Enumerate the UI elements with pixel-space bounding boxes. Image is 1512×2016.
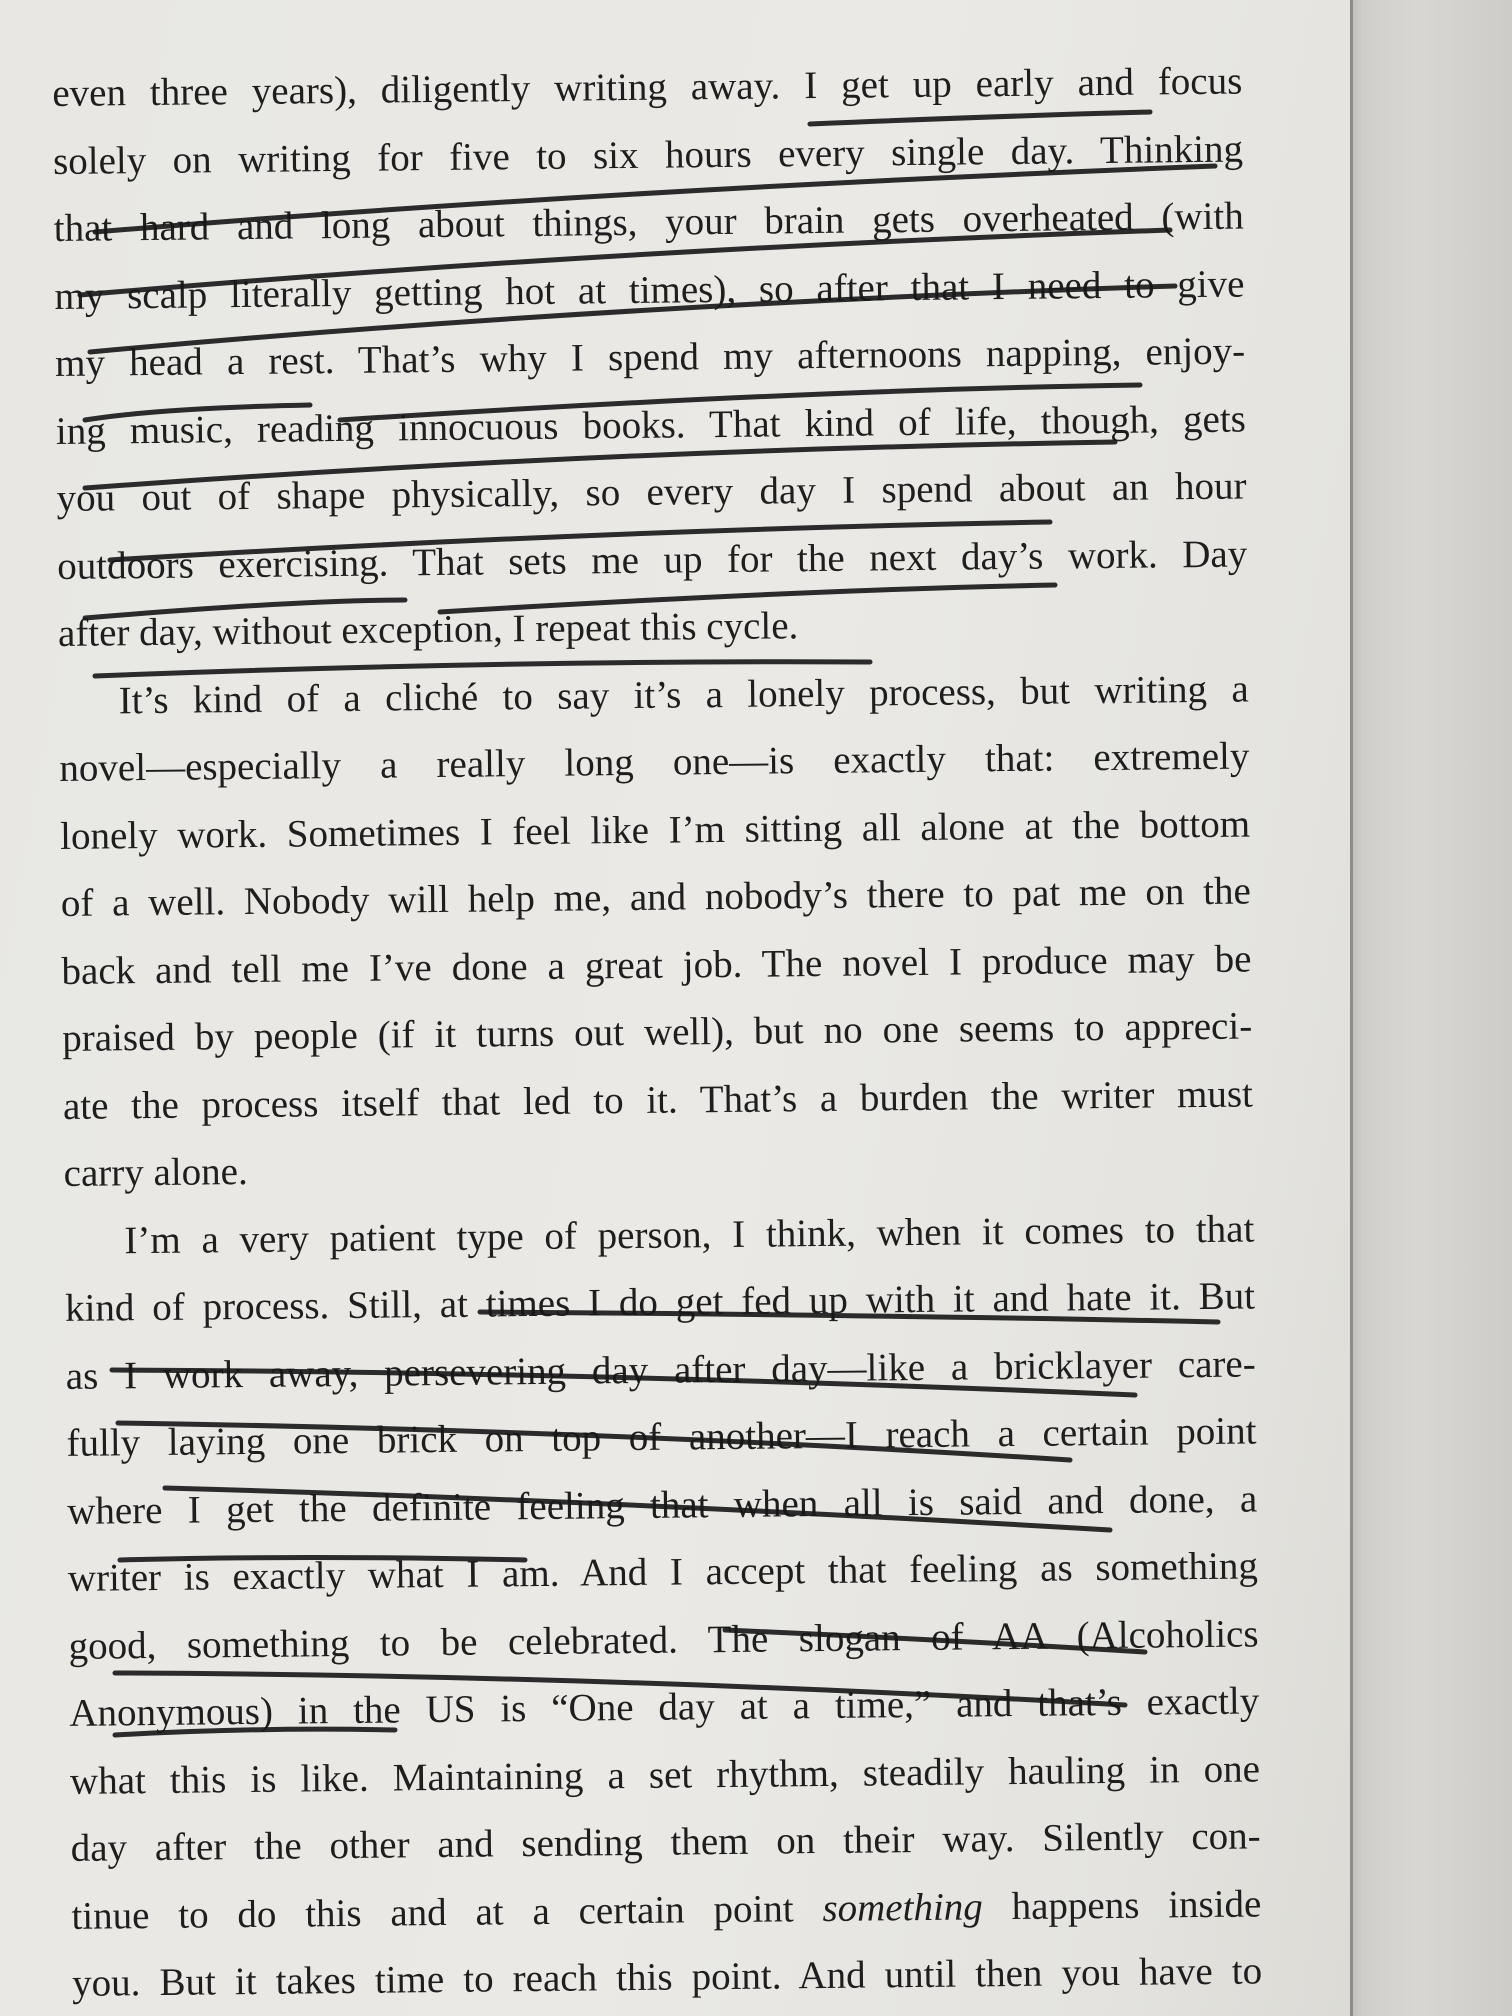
text-line: that hard and long about things, your brain gets overheated (with — [53, 194, 1244, 250]
text-line: ate the process itself that led to it. That’s a burden the writer must — [62, 1071, 1254, 1128]
text-line: what this is like. Maintaining a set rhythm, steadily hauling in one — [69, 1746, 1261, 1803]
text-line: fully laying one brick on top of another—I reach a certain point — [66, 1409, 1257, 1465]
text-line: where I get the definite feeling that when all is said and done, a — [66, 1476, 1258, 1533]
text-line: Anonymous) in the US is “One day at a time,” and that’s exactly — [69, 1679, 1260, 1735]
italic-word: something — [822, 1884, 984, 1930]
text-line: you out of shape physically, so every day I spend about an hour — [56, 464, 1247, 520]
text-line: I’m a very patient type of person, I think, when it comes to that — [124, 1206, 1255, 1262]
text-line: solely on writing for five to six hours every single day. Thinking — [52, 127, 1244, 183]
text-line: even three years), diligently writing away. I get up early and focus — [52, 59, 1243, 115]
text-line: my head a rest. That’s why I spend my afternoons napping, enjoy- — [54, 329, 1246, 385]
text-line: novel—especially a really long one—is exactly that: extremely — [59, 734, 1250, 790]
text-segment: tinue to do this and at a certain point — [71, 1886, 823, 1938]
text-line: you. But it takes time to reach this point. And until then you have to — [71, 1949, 1263, 2005]
text-line: good, something to be celebrated. The slogan of AA (Alcoholics — [68, 1611, 1259, 1668]
text-line: outdoors exercising. That sets me up for the next day’s work. Day — [57, 532, 1248, 588]
text-line-with-italic — [71, 1870, 1262, 1950]
text-line: after day, without exception, I repeat this cycle. — [57, 604, 799, 655]
text-line: kind of process. Still, at times I do get fed up with it and hate it. But — [64, 1274, 1256, 1330]
text-line: carry alone. — [63, 1150, 248, 1195]
text-line: of a well. Nobody will help me, and nobody’s there to pat me on the — [60, 869, 1251, 925]
adjacent-page-edge — [1350, 0, 1512, 2016]
page-text — [52, 47, 1272, 2016]
text-line: my scalp literally getting hot at times), so after that I need to give — [54, 262, 1245, 318]
text-line: It’s kind of a cliché to say it’s a lonely process, but writing a — [118, 667, 1249, 722]
text-line: lonely work. Sometimes I feel like I’m sitting all alone at the bottom — [59, 801, 1251, 858]
text-line: as I work away, persevering day after day—like a bricklayer care- — [65, 1341, 1256, 1398]
text-line: writer is exactly what I am. And I accept that feeling as something — [67, 1544, 1259, 1600]
text-line: back and tell me I’ve done a great job. The novel I produce may be — [61, 936, 1252, 993]
text-segment: happens inside — [982, 1881, 1262, 1928]
text-line: ing music, reading innocuous books. That kind of life, though, gets — [55, 397, 1247, 453]
book-gutter-fold — [1350, 0, 1353, 2016]
text-line: praised by people (if it turns out well), but no one seems to appreci- — [62, 1004, 1253, 1060]
text-line: day after the other and sending them on their way. Silently con- — [70, 1814, 1261, 1870]
